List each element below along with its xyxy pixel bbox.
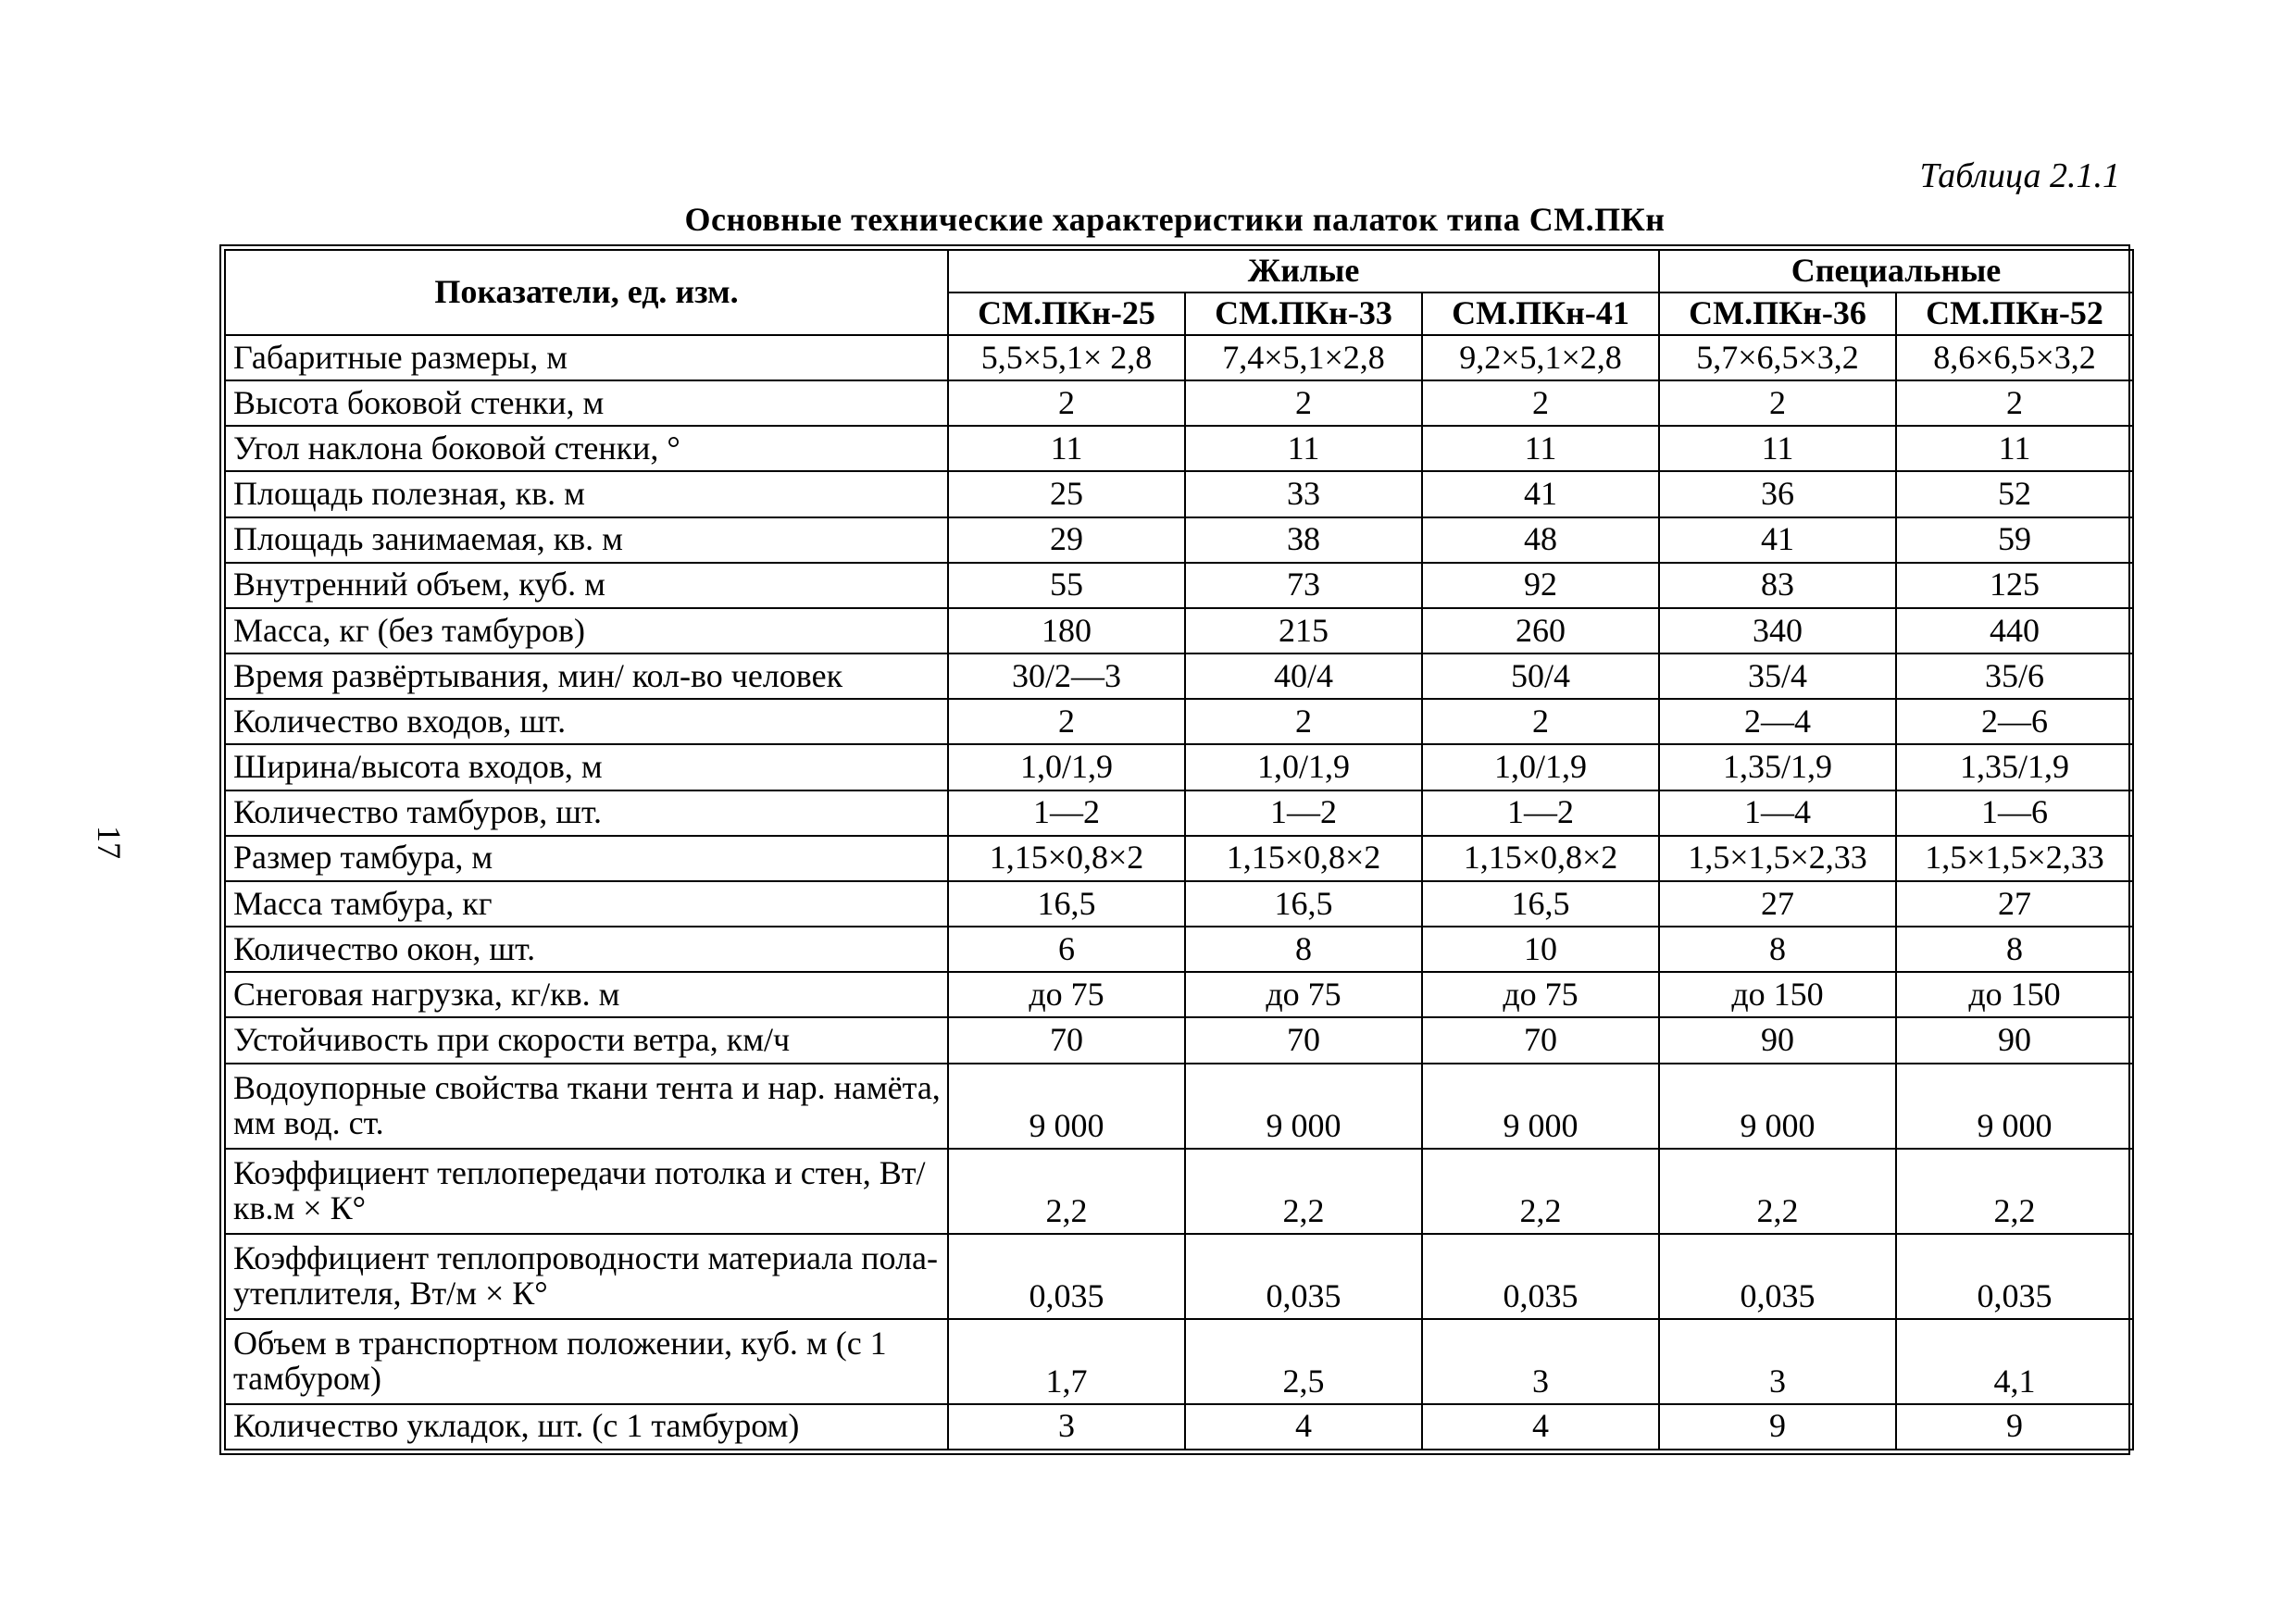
header-model: СМ.ПКн-36 bbox=[1659, 292, 1896, 335]
header-model: СМ.ПКн-41 bbox=[1422, 292, 1659, 335]
row-indicator: Коэффициент теплопередачи потолка и стен, Вт/кв.м × К° bbox=[225, 1149, 948, 1234]
row-value: до 75 bbox=[1422, 972, 1659, 1017]
table-row bbox=[225, 335, 2133, 380]
row-value: 2,2 bbox=[948, 1149, 1185, 1234]
row-value: 9 bbox=[1896, 1404, 2133, 1450]
table-row bbox=[225, 380, 2133, 426]
row-value: 8 bbox=[1185, 927, 1422, 972]
row-value: 70 bbox=[1185, 1017, 1422, 1063]
row-value: 3 bbox=[1422, 1319, 1659, 1404]
row-value: 1,15×0,8×2 bbox=[1422, 836, 1659, 881]
row-value: 25 bbox=[948, 471, 1185, 517]
table-row bbox=[225, 1017, 2133, 1063]
row-value: 35/4 bbox=[1659, 653, 1896, 699]
table-row bbox=[225, 653, 2133, 699]
table-row bbox=[225, 1404, 2133, 1450]
row-value: 55 bbox=[948, 563, 1185, 608]
row-value: 52 bbox=[1896, 471, 2133, 517]
table-row bbox=[225, 1064, 2133, 1149]
row-value: 90 bbox=[1896, 1017, 2133, 1063]
table-row bbox=[225, 1319, 2133, 1404]
row-value: 70 bbox=[948, 1017, 1185, 1063]
row-value: 2 bbox=[948, 699, 1185, 744]
row-value: 9 000 bbox=[1422, 1064, 1659, 1149]
row-value: 9 000 bbox=[1659, 1064, 1896, 1149]
row-indicator: Масса, кг (без тамбуров) bbox=[225, 608, 948, 653]
row-indicator: Габаритные размеры, м bbox=[225, 335, 948, 380]
table-row bbox=[225, 471, 2133, 517]
row-value: 2,2 bbox=[1896, 1149, 2133, 1234]
table-row bbox=[225, 836, 2133, 881]
row-value: 1,15×0,8×2 bbox=[948, 836, 1185, 881]
row-value: 2 bbox=[1185, 699, 1422, 744]
table-row bbox=[225, 881, 2133, 927]
row-value: до 150 bbox=[1896, 972, 2133, 1017]
table-row bbox=[225, 517, 2133, 563]
specs-table-frame bbox=[219, 244, 2130, 1455]
row-value: 2,2 bbox=[1422, 1149, 1659, 1234]
table-title: Основные технические характеристики палаток типа СМ.ПКн bbox=[684, 201, 1666, 238]
row-value: 48 bbox=[1422, 517, 1659, 563]
row-value: 33 bbox=[1185, 471, 1422, 517]
row-indicator: Водоупорные свойства ткани тента и нар. намёта, мм вод. ст. bbox=[225, 1064, 948, 1149]
row-value: 70 bbox=[1422, 1017, 1659, 1063]
row-value: 440 bbox=[1896, 608, 2133, 653]
row-value: 2 bbox=[1422, 699, 1659, 744]
row-indicator: Время развёртывания, мин/ кол-во человек bbox=[225, 653, 948, 699]
row-value: 4 bbox=[1422, 1404, 1659, 1450]
row-value: 16,5 bbox=[1185, 881, 1422, 927]
table-body bbox=[225, 335, 2133, 1450]
row-value: 40/4 bbox=[1185, 653, 1422, 699]
row-value: 2 bbox=[1185, 380, 1422, 426]
row-value: 1,35/1,9 bbox=[1659, 744, 1896, 790]
table-row bbox=[225, 563, 2133, 608]
table-row bbox=[225, 1234, 2133, 1319]
row-indicator: Внутренний объем, куб. м bbox=[225, 563, 948, 608]
table-row bbox=[225, 1149, 2133, 1234]
row-value: 1,5×1,5×2,33 bbox=[1896, 836, 2133, 881]
row-value: до 75 bbox=[948, 972, 1185, 1017]
row-value: 1,0/1,9 bbox=[1422, 744, 1659, 790]
row-value: 9 000 bbox=[1185, 1064, 1422, 1149]
row-value: 1,5×1,5×2,33 bbox=[1659, 836, 1896, 881]
row-indicator: Устойчивость при скорости ветра, км/ч bbox=[225, 1017, 948, 1063]
table-label: Таблица 2.1.1 bbox=[1919, 156, 2120, 195]
row-value: 27 bbox=[1659, 881, 1896, 927]
row-value: 16,5 bbox=[948, 881, 1185, 927]
specs-table bbox=[224, 249, 2134, 1450]
table-row bbox=[225, 744, 2133, 790]
row-value: 73 bbox=[1185, 563, 1422, 608]
header-row-groups bbox=[225, 250, 2133, 292]
row-value: 1—6 bbox=[1896, 790, 2133, 836]
table-row bbox=[225, 608, 2133, 653]
row-indicator: Коэффициент теплопроводности материала пола-утеплителя, Вт/м × К° bbox=[225, 1234, 948, 1319]
row-value: 8 bbox=[1659, 927, 1896, 972]
row-value: 0,035 bbox=[1896, 1234, 2133, 1319]
row-value: 2 bbox=[1896, 380, 2133, 426]
row-value: 92 bbox=[1422, 563, 1659, 608]
row-value: 1—2 bbox=[948, 790, 1185, 836]
row-value: 10 bbox=[1422, 927, 1659, 972]
row-value: 0,035 bbox=[1185, 1234, 1422, 1319]
row-value: 2 bbox=[948, 380, 1185, 426]
header-model: СМ.ПКн-33 bbox=[1185, 292, 1422, 335]
page-number: 17 bbox=[91, 826, 128, 859]
row-value: 1,35/1,9 bbox=[1896, 744, 2133, 790]
row-value: 5,7×6,5×3,2 bbox=[1659, 335, 1896, 380]
row-indicator: Ширина/высота входов, м bbox=[225, 744, 948, 790]
row-value: 11 bbox=[1185, 426, 1422, 471]
row-value: 2,2 bbox=[1659, 1149, 1896, 1234]
row-value: до 75 bbox=[1185, 972, 1422, 1017]
header-model: СМ.ПКн-52 bbox=[1896, 292, 2133, 335]
row-value: 0,035 bbox=[1659, 1234, 1896, 1319]
row-indicator: Площадь полезная, кв. м bbox=[225, 471, 948, 517]
row-indicator: Высота боковой стенки, м bbox=[225, 380, 948, 426]
row-value: 2—6 bbox=[1896, 699, 2133, 744]
row-indicator: Масса тамбура, кг bbox=[225, 881, 948, 927]
row-value: 83 bbox=[1659, 563, 1896, 608]
row-value: 1,15×0,8×2 bbox=[1185, 836, 1422, 881]
row-value: 2 bbox=[1659, 380, 1896, 426]
table-row bbox=[225, 927, 2133, 972]
row-value: 9 bbox=[1659, 1404, 1896, 1450]
table-row bbox=[225, 699, 2133, 744]
row-value: 2,2 bbox=[1185, 1149, 1422, 1234]
row-indicator: Площадь занимаемая, кв. м bbox=[225, 517, 948, 563]
row-value: 1,7 bbox=[948, 1319, 1185, 1404]
row-value: 3 bbox=[948, 1404, 1185, 1450]
row-value: 215 bbox=[1185, 608, 1422, 653]
row-value: 1—2 bbox=[1422, 790, 1659, 836]
row-value: 4 bbox=[1185, 1404, 1422, 1450]
row-value: 125 bbox=[1896, 563, 2133, 608]
row-value: 38 bbox=[1185, 517, 1422, 563]
row-indicator: Размер тамбура, м bbox=[225, 836, 948, 881]
row-value: 11 bbox=[1659, 426, 1896, 471]
row-value: 0,035 bbox=[1422, 1234, 1659, 1319]
row-value: 1,0/1,9 bbox=[948, 744, 1185, 790]
row-value: 260 bbox=[1422, 608, 1659, 653]
row-value: 9 000 bbox=[948, 1064, 1185, 1149]
row-value: 7,4×5,1×2,8 bbox=[1185, 335, 1422, 380]
row-indicator: Снеговая нагрузка, кг/кв. м bbox=[225, 972, 948, 1017]
header-group-special: Специальные bbox=[1659, 250, 2133, 292]
row-value: 1—2 bbox=[1185, 790, 1422, 836]
row-value: 59 bbox=[1896, 517, 2133, 563]
row-value: 1—4 bbox=[1659, 790, 1896, 836]
row-value: 3 bbox=[1659, 1319, 1896, 1404]
row-value: 5,5×5,1× 2,8 bbox=[948, 335, 1185, 380]
row-indicator: Угол наклона боковой стенки, ° bbox=[225, 426, 948, 471]
table-row bbox=[225, 972, 2133, 1017]
row-value: 0,035 bbox=[948, 1234, 1185, 1319]
row-value: 6 bbox=[948, 927, 1185, 972]
row-value: до 150 bbox=[1659, 972, 1896, 1017]
row-value: 2,5 bbox=[1185, 1319, 1422, 1404]
row-value: 41 bbox=[1659, 517, 1896, 563]
row-value: 41 bbox=[1422, 471, 1659, 517]
row-indicator: Количество окон, шт. bbox=[225, 927, 948, 972]
row-value: 9,2×5,1×2,8 bbox=[1422, 335, 1659, 380]
row-value: 1,0/1,9 bbox=[1185, 744, 1422, 790]
row-value: 9 000 bbox=[1896, 1064, 2133, 1149]
row-value: 50/4 bbox=[1422, 653, 1659, 699]
row-indicator: Объем в транспортном положении, куб. м (с 1 тамбуром) bbox=[225, 1319, 948, 1404]
row-value: 29 bbox=[948, 517, 1185, 563]
row-value: 90 bbox=[1659, 1017, 1896, 1063]
row-value: 340 bbox=[1659, 608, 1896, 653]
row-value: 8,6×6,5×3,2 bbox=[1896, 335, 2133, 380]
header-indicator: Показатели, ед. изм. bbox=[225, 250, 948, 335]
row-value: 2—4 bbox=[1659, 699, 1896, 744]
row-value: 11 bbox=[1422, 426, 1659, 471]
row-value: 11 bbox=[1896, 426, 2133, 471]
row-value: 16,5 bbox=[1422, 881, 1659, 927]
row-value: 27 bbox=[1896, 881, 2133, 927]
header-group-residential: Жилые bbox=[948, 250, 1659, 292]
table-row bbox=[225, 426, 2133, 471]
row-value: 8 bbox=[1896, 927, 2133, 972]
row-indicator: Количество тамбуров, шт. bbox=[225, 790, 948, 836]
row-value: 4,1 bbox=[1896, 1319, 2133, 1404]
header-model: СМ.ПКн-25 bbox=[948, 292, 1185, 335]
row-indicator: Количество укладок, шт. (с 1 тамбуром) bbox=[225, 1404, 948, 1450]
row-indicator: Количество входов, шт. bbox=[225, 699, 948, 744]
row-value: 180 bbox=[948, 608, 1185, 653]
row-value: 36 bbox=[1659, 471, 1896, 517]
row-value: 30/2—3 bbox=[948, 653, 1185, 699]
table-row bbox=[225, 790, 2133, 836]
row-value: 35/6 bbox=[1896, 653, 2133, 699]
row-value: 2 bbox=[1422, 380, 1659, 426]
row-value: 11 bbox=[948, 426, 1185, 471]
